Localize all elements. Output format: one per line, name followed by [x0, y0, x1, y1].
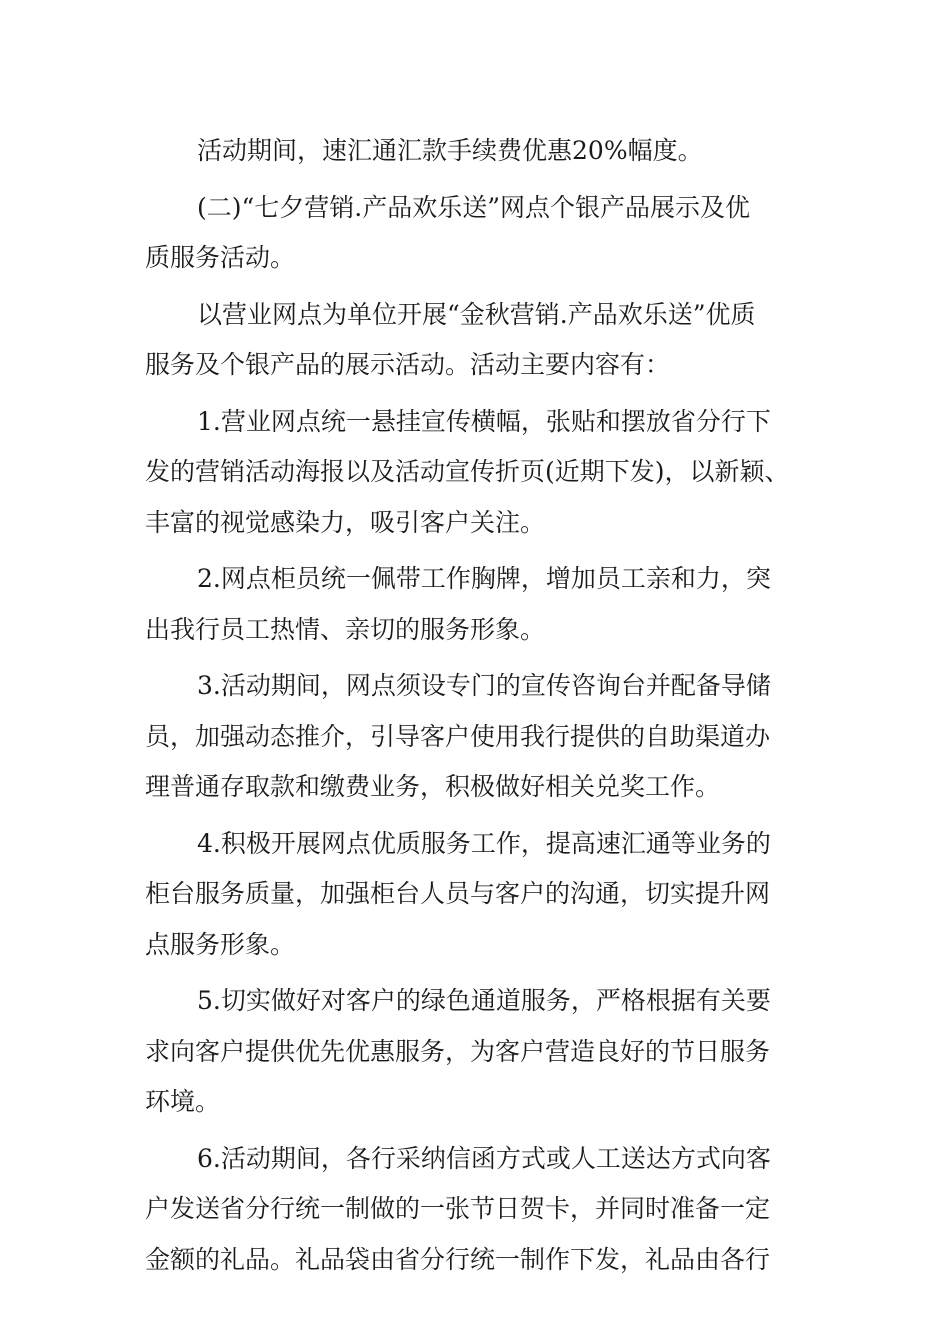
paragraph-item-5 [145, 976, 810, 1128]
paragraph-item-4 [145, 819, 810, 971]
text-line: 活动期间，速汇通汇款手续费优惠20%幅度。 [197, 136, 703, 165]
text-line: 2.网点柜员统一佩带工作胸牌，增加员工亲和力，突 [197, 564, 771, 593]
text-line: 6.活动期间，各行采纳信函方式或人工送达方式向客 [197, 1143, 771, 1173]
paragraph-item-1 [145, 397, 810, 549]
paragraph-item-2 [145, 554, 810, 655]
text-line: 员，加强动态推介，引导客户使用我行提供的自助渠道办 [145, 721, 771, 751]
text-line: 质服务活动。 [145, 243, 296, 272]
paragraph-fee-discount [145, 126, 810, 177]
text-line: 点服务形象。 [145, 929, 296, 959]
text-line: 发的营销活动海报以及活动宣传折页(近期下发)，以新颖、 [145, 457, 790, 486]
text-line: 柜台服务质量，加强柜台人员与客户的沟通，切实提升网 [145, 879, 771, 908]
text-line: 以营业网点为单位开展“金秋营销.产品欢乐送”优质 [197, 299, 756, 329]
paragraph-item-6 [145, 1134, 810, 1286]
text-line: 环境。 [145, 1087, 221, 1116]
text-line: 服务及个银产品的展示活动。活动主要内容有： [145, 350, 671, 379]
text-line: 户发送省分行统一制做的一张节日贺卡，并同时准备一定 [145, 1194, 771, 1223]
paragraph-activity-intro [145, 290, 810, 391]
text-line: 1.营业网点统一悬挂宣传横幅，张贴和摆放省分行下 [197, 406, 771, 436]
text-line: 5.切实做好对客户的绿色通道服务，严格根据有关要 [197, 986, 771, 1015]
text-line: 求向客户提供优先优惠服务，为客户营造良好的节日服务 [145, 1036, 771, 1066]
paragraph-item-3 [145, 661, 810, 813]
text-line: 金额的礼品。礼品袋由省分行统一制作下发，礼品由各行 [145, 1244, 771, 1274]
text-line: 丰富的视觉感染力，吸引客户关注。 [145, 507, 546, 537]
text-line: 4.积极开展网点优质服务工作，提高速汇通等业务的 [197, 828, 771, 858]
text-line: 出我行员工热情、亲切的服务形象。 [145, 614, 546, 644]
text-line: 3.活动期间，网点须设专门的宣传咨询台并配备导储 [197, 671, 771, 700]
text-line: (二)“七夕营销.产品欢乐送”网点个银产品展示及优 [197, 192, 751, 222]
paragraph-section-two-heading [145, 183, 810, 284]
document-body [145, 126, 810, 1291]
text-line: 理普通存取款和缴费业务，积极做好相关兑奖工作。 [145, 772, 721, 801]
